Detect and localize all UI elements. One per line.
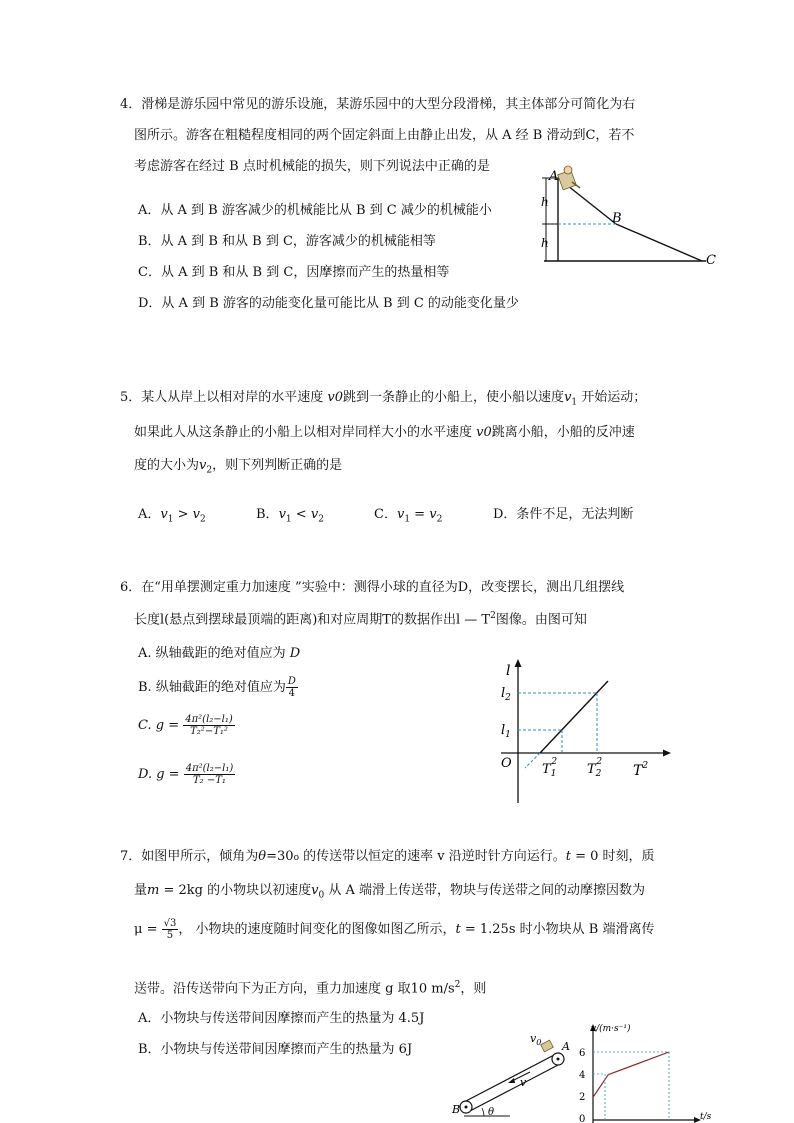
q6-axis-l: l (506, 663, 511, 679)
q4-line2: 图所示。游客在粗糙程度相同的两个固定斜面上由静止出发，从 A 经 B 滑动到C，若不 (134, 128, 635, 143)
q7-mu-den: 5 (166, 930, 174, 941)
q7-belt-label-a: A (562, 1040, 570, 1053)
q7-text-1b: =30 (266, 849, 294, 864)
q5-opt-b-label: B． (256, 507, 279, 522)
q7-text-1a: 如图甲所示，倾角为 (141, 849, 259, 864)
q6-opt-b-text: B. 纵轴截距的绝对值应为 (138, 680, 286, 695)
q4-text-1: 滑梯是游乐园中常见的游乐设施，某游乐园中的大型分段滑梯，其主体部分可简化为右 (141, 97, 636, 112)
q6-axis-t2-base: T (633, 763, 643, 779)
q6-opt-d-den: T₂ −T₁ (193, 775, 226, 786)
q5-opt-c-label: C． (374, 507, 397, 522)
q5-v0-2: v0 (476, 425, 492, 440)
q7-theta: θ (258, 849, 267, 864)
q7-v0: v (311, 883, 319, 898)
q7-option-b[interactable]: B．小物块与传送带间因摩擦而产生的热量为 6J (138, 1042, 413, 1057)
q5-v2-sub: 2 (206, 465, 213, 476)
vt-segment-1 (593, 1075, 608, 1098)
q7-belt-label-b: B (452, 1103, 461, 1116)
q7-text-4a: 送带。沿传送带向下为正方向，重力加速度 g 取10 m/s (134, 981, 455, 997)
q7-deg: o (293, 853, 299, 863)
q6-tick-l1-sub: 1 (505, 730, 511, 740)
q6-opt-b-frac (286, 676, 298, 699)
q6-tick-t2-base: T (587, 762, 596, 777)
q7-number: 7． (120, 849, 142, 864)
q5-text-3b: ，则下列判断正确的是 (212, 458, 343, 473)
q7-text-3c: = 1.25s 时小物块从 B 端滑离传 (460, 922, 655, 937)
q7-belt-label-v0 (530, 1032, 541, 1047)
q6-opt-b-num: D (287, 676, 296, 687)
q5-opt-c-sub2: 2 (436, 514, 443, 525)
q5-text-1a: 某人从岸上以相对岸的水平速度 (141, 390, 328, 405)
q6-axis-t2 (633, 761, 648, 779)
q6-opt-c-den: T₂²−T₁² (190, 726, 228, 737)
vt-ytick-6: 6 (579, 1048, 586, 1059)
q6-line1 (120, 579, 624, 597)
q6-tick-l2-sub: 2 (505, 693, 511, 703)
q6-text-2sup: 2 (490, 611, 496, 621)
q5-option-d[interactable]: D．条件不足，无法判断 (493, 507, 634, 522)
q7-text-3b: ， 小物块的速度随时间变化的图像如图乙所示， (178, 922, 456, 937)
vt-xlabel: t/s (700, 1112, 712, 1122)
q5-opt-c-v2: v (429, 507, 437, 522)
q5-opt-b-v1: v (278, 507, 286, 522)
q5-option-a[interactable] (138, 506, 206, 529)
q6-opt-d-frac (184, 763, 236, 786)
q5-opt-c-op: = (410, 507, 430, 522)
q5-opt-b-op: < (291, 507, 311, 522)
q5-opt-a-label: A． (138, 507, 161, 522)
q6-option-d[interactable] (138, 763, 235, 786)
vt-segment-2 (608, 1052, 669, 1075)
q5-opt-a-v1: v (160, 507, 168, 522)
q7-m: m (147, 883, 160, 898)
q7-line2 (134, 882, 645, 905)
q6-opt-d-label: D. g = (138, 767, 184, 782)
q7-belt-label-v0-sub: 0 (536, 1038, 542, 1047)
q5-line1 (120, 389, 646, 412)
q6-text-1: 在“用单摆测定重力加速度 ”实验中：测得小球的直径为D，改变摆长，测出几组摆线 (141, 580, 625, 595)
q7-text-2a: 量 (134, 883, 148, 898)
q6-opt-c-num: 4π²(l₂−l₁) (185, 714, 233, 725)
q7-line4 (134, 976, 486, 998)
q7-belt-label-theta: θ (488, 1107, 495, 1118)
q5-v1: v (564, 390, 572, 405)
q6-tick-t1-sub: 1 (550, 769, 557, 779)
q5-v2: v (199, 458, 207, 473)
q6-tick-l2 (501, 686, 511, 703)
q5-text-3a: 度的大小为 (134, 458, 200, 473)
q6-opt-a-val: D (289, 646, 301, 661)
q6-option-c[interactable] (138, 714, 235, 737)
q4-label-a: A (549, 169, 559, 184)
q4-line3: 考虑游客在经过 B 点时机械能的损失，则下列说法中正确的是 (134, 159, 490, 174)
q5-text-1c: 开始运动； (577, 390, 647, 405)
q6-line2 (134, 607, 587, 629)
q7-belt-label-v: v (520, 1076, 527, 1089)
q6-origin: O (501, 756, 512, 771)
q7-v0-sub: 0 (318, 890, 325, 901)
q4-option-c[interactable]: C．从 A 到 B 和从 B 到 C，因摩擦而产生的热量相等 (138, 265, 450, 280)
q6-text-2b: 图像。由图可知 (495, 612, 587, 628)
q7-t-1: t (565, 849, 571, 864)
q6-text-2a: 长度l(悬点到摆球最顶端的距离)和对应周期T的数据作出l — T (134, 612, 491, 628)
q4-label-b: B (612, 211, 622, 226)
q7-text-2b: = 2kg 的小物块以初速度 (159, 883, 312, 898)
q5-option-b[interactable] (256, 506, 324, 529)
q5-text-2b: 跳离小船，小船的反冲速 (491, 425, 635, 440)
vt-ytick-4: 4 (579, 1070, 586, 1081)
q7-mu: μ = (134, 922, 162, 937)
q6-tick-l1-base: l (501, 723, 506, 738)
q6-number: 6． (120, 580, 142, 595)
q7-line3 (134, 918, 654, 941)
q5-v1-sub: 1 (571, 397, 578, 408)
q7-text-1c: 的传送带以恒定的速率 v 沿逆时针方向运行。 (298, 849, 566, 864)
q7-mu-num: √3 (163, 918, 177, 929)
q6-tick-t1-sup: 2 (551, 757, 558, 767)
q5-opt-a-sub2: 2 (200, 514, 206, 525)
q4-option-b[interactable]: B．从 A 到 B 和从 B 到 C，游客减少的机械能相等 (138, 234, 436, 249)
q5-opt-a-sub1: 1 (167, 514, 174, 525)
q6-option-b[interactable] (138, 676, 298, 699)
q6-opt-c-label: C. g = (138, 718, 184, 733)
q7-t-2: t (455, 922, 461, 937)
q4-label-c: C (706, 253, 716, 268)
q5-opt-c-v1: v (396, 507, 405, 522)
q6-tick-t2-sup: 2 (596, 757, 603, 767)
q7-text-4b: ，则 (460, 981, 487, 997)
q4-line1 (120, 96, 635, 114)
q6-axis-t2-sup: 2 (642, 761, 649, 771)
q6-opt-b-den: 4 (288, 688, 296, 699)
q5-opt-b-sub1: 1 (285, 514, 292, 525)
q4-option-a[interactable]: A．从 A 到 B 游客减少的机械能比从 B 到 C 减少的机械能小 (138, 203, 492, 218)
vt-ylabel: v/(m·s⁻¹) (591, 1024, 631, 1034)
vt-ytick-0: 0 (579, 1114, 586, 1123)
q4-option-d[interactable]: D．从 A 到 B 游客的动能变化量可能比从 B 到 C 的动能变化量少 (138, 296, 519, 311)
q4-number: 4． (120, 97, 142, 112)
q7-mu-frac (162, 918, 179, 941)
q5-opt-a-v2: v (192, 507, 201, 522)
q5-option-c[interactable] (374, 506, 442, 529)
q6-tick-t2-sub: 2 (595, 769, 602, 779)
q5-text-1b: 跳到一条静止的小船上，使小船以速度 (343, 390, 565, 405)
q4-label-h-bottom: h (541, 236, 549, 250)
child-on-slide-icon (558, 166, 580, 190)
q6-tick-l1 (501, 723, 511, 740)
q7-line1 (120, 848, 655, 867)
q5-opt-b-sub2: 2 (318, 514, 324, 525)
vt-ytick-2: 2 (579, 1092, 586, 1103)
q6-l-t2-graph (495, 655, 685, 805)
q6-tick-t1 (542, 757, 557, 779)
q4-label-h-top: h (541, 195, 549, 209)
q4-slide-figure (530, 160, 730, 280)
q7-text-2c: 从 A 端滑上传送带，物块与传送带之间的动摩擦因数为 (324, 883, 645, 898)
q6-tick-t2 (587, 757, 602, 779)
q7-block (541, 1040, 554, 1052)
q7-text-4sup: 2 (454, 980, 461, 990)
q5-line2 (134, 424, 635, 442)
q7-vt-graph (575, 1022, 712, 1123)
q5-number: 5． (120, 390, 142, 405)
q7-belt-figure (450, 1030, 580, 1122)
q7-option-a[interactable]: A．小物块与传送带间因摩擦而产生的热量为 4.5J (138, 1011, 425, 1026)
q7-belt-label-v0-base: v (530, 1032, 537, 1045)
q6-option-a[interactable] (138, 645, 300, 663)
q5-opt-b-v2: v (310, 507, 319, 522)
q6-tick-t1-base: T (542, 762, 551, 777)
q6-opt-c-frac (183, 714, 235, 737)
q7-text-1d: = 0 时刻，质 (570, 849, 655, 864)
q5-text-2a: 如果此人从这条静止的小船上以相对岸同样大小的水平速度 (134, 425, 477, 440)
q5-v0: v0 (327, 390, 344, 405)
q5-line3 (134, 457, 342, 480)
q6-tick-l2-base: l (501, 686, 506, 701)
q5-opt-c-sub1: 1 (404, 514, 411, 525)
q5-opt-a-op: > (173, 507, 193, 522)
q6-opt-d-num: 4π²(l₂−l₁) (185, 763, 234, 774)
q6-opt-a-text: A. 纵轴截距的绝对值应为 (138, 646, 290, 661)
